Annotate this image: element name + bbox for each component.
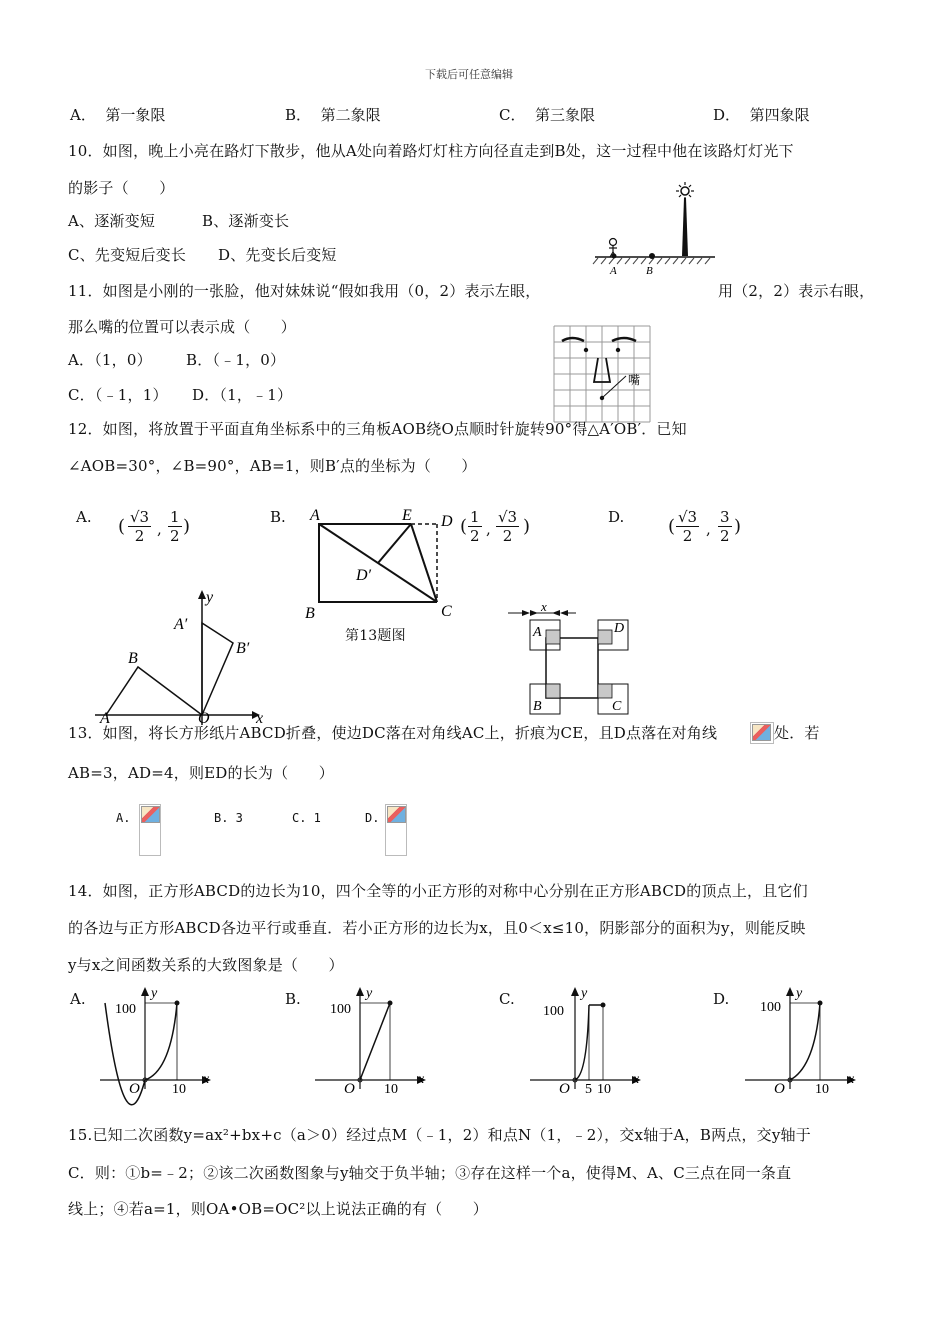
q14a-y: y (151, 986, 158, 1001)
q14-stem-line3: y与x之间函数关系的大致图象是（ ） (68, 956, 344, 974)
q13-stem-line2: AB=3，AD=4，则ED的长为（ ） (68, 764, 334, 782)
q14-label-c: C (612, 699, 622, 714)
q12-option-a-frac1: $\frac{√3}{2}$ (130, 508, 150, 545)
q14a-x: x (203, 1072, 210, 1087)
q9-option-d: D． 第四象限 (713, 106, 810, 124)
q14d-x10: 10 (815, 1082, 829, 1097)
q14d-o: O (774, 1081, 785, 1097)
q12-option-c-comma: , (486, 520, 491, 538)
q11-option-c: C．（﹣1，1） (68, 386, 168, 404)
q14c-o: O (559, 1081, 570, 1097)
q12-label-a-prime: A′ (174, 616, 188, 633)
page-header: 下载后可任意编辑 (425, 68, 513, 81)
q9-option-c: C． 第三象限 (499, 106, 596, 124)
q12-option-c-frac2: $\frac{√3}{2}$ (498, 508, 518, 545)
mouth-label: 嘴 (628, 373, 641, 387)
q13-rectangle-figure (300, 500, 470, 645)
q14c-x: x (633, 1072, 640, 1087)
q14a-x10: 10 (172, 1082, 186, 1097)
q14-label-a: A (533, 625, 542, 640)
q15-stem-line1: 15.已知二次函数y=ax²+bx+c（a＞0）经过点M（﹣1，2）和点N（1，﹣2），交x轴于A，B两点，交y轴于 (68, 1126, 811, 1144)
q14-label-b: B (533, 699, 542, 714)
q12-label-o: O (198, 710, 210, 727)
q14-stem-line1: 14．如图，正方形ABCD的边长为10，四个全等的小正方形的对称中心分别在正方形ABCD的顶点上，且它们 (68, 882, 808, 900)
q15-stem-line3: 线上；④若a=1，则OA•OB=OC²以上说法正确的有（ ） (68, 1200, 488, 1218)
q11-option-d: D．（1，﹣1） (192, 386, 293, 404)
left-eyebrow (562, 338, 584, 341)
q14-graph-b (310, 985, 440, 1095)
q12-label-a: A (100, 710, 110, 727)
q11-face-grid-figure (554, 326, 654, 426)
q14a-y100: 100 (115, 1002, 136, 1017)
q10-label-b: B (646, 265, 653, 277)
q14-label-d: D (614, 621, 625, 636)
q14-option-c-label: C. (499, 990, 515, 1008)
q12-stem-line2: ∠AOB=30°，∠B=90°，AB=1，则B′点的坐标为（ ） (68, 457, 477, 475)
q12-option-d-comma: , (706, 520, 711, 538)
q14c-x10: 10 (597, 1082, 611, 1097)
q12-axis-y: y (206, 589, 214, 606)
q12-option-a-comma: , (157, 520, 162, 538)
lamp-pole (682, 198, 688, 256)
q14-stem-line2: 的各边与正方形ABCD各边平行或垂直．若小正方形的边长为x，且0＜x≤10，阴影部分的面积为y，则能反映 (68, 919, 806, 937)
q11-option-a: A．（1，0） (68, 351, 152, 369)
q10-stem-line2: 的影子（ ） (68, 179, 175, 197)
q14b-y: y (366, 986, 373, 1001)
q14-option-d-label: D. (713, 990, 730, 1008)
q10-label-a: A (610, 265, 617, 277)
q9-option-b: B． 第二象限 (285, 106, 381, 124)
q10-option-a: A、逐渐变短 (68, 212, 156, 230)
q12-option-a-paren-open: ( (118, 516, 126, 537)
broken-image-icon (385, 804, 407, 856)
q12-option-d-frac1: $\frac{√3}{2}$ (678, 508, 698, 545)
q14b-x: x (418, 1072, 425, 1087)
q13-label-a: A (310, 507, 320, 524)
q12-option-c-frac1: $\frac{1}{2}$ (470, 508, 480, 545)
q12-option-d-paren-close: ) (734, 516, 742, 537)
q13-label-d: D (441, 513, 453, 530)
q13-figure-caption: 第13题图 (345, 628, 406, 644)
q14c-x5: 5 (585, 1082, 592, 1097)
right-eyebrow (612, 338, 636, 341)
q12-stem-line1: 12．如图，将放置于平面直角坐标系中的三角板AOB绕O点顺时针旋转90°得△A′OB′．已知 (68, 420, 687, 438)
q14d-y100: 100 (760, 1000, 781, 1015)
q10-option-d: D、先变长后变短 (218, 246, 337, 264)
q14-option-a-label: A. (70, 990, 86, 1008)
q13-option-d: D. (365, 811, 380, 825)
broken-image-icon (750, 722, 774, 744)
q14b-y100: 100 (330, 1002, 351, 1017)
q15-stem-line2: C．则：①b=﹣2；②该二次函数图象与y轴交于负半轴；③存在这样一个a，使得M、A、C三点在同一条直 (68, 1164, 792, 1182)
right-eye (616, 348, 620, 352)
q12-option-c-paren-close: ) (523, 516, 531, 537)
q14c-y: y (581, 986, 588, 1001)
q11-option-b: B．（﹣1，0） (186, 351, 286, 369)
q14b-o: O (344, 1081, 355, 1097)
q9-option-a: A． 第一象限 (70, 106, 166, 124)
q12-label-b: B (128, 650, 138, 667)
q12-option-d-paren-open: ( (668, 516, 676, 537)
q12-option-b-label: B. (270, 508, 286, 526)
q10-option-b: B、逐渐变长 (202, 212, 290, 230)
q13-option-c: C. 1 (292, 811, 321, 825)
q12-option-d-label: D. (608, 508, 625, 526)
q14a-o: O (129, 1081, 140, 1097)
broken-image-icon (139, 804, 161, 856)
q13-label-e: E (402, 507, 412, 524)
q14c-y100: 100 (543, 1004, 564, 1019)
q10-stem-line1: 10．如图，晚上小亮在路灯下散步，他从A处向着路灯灯柱方向径直走到B处，这一过程中他在该路灯灯光下 (68, 142, 794, 160)
q13-label-c: C (441, 603, 452, 620)
q14-graph-a (95, 985, 225, 1095)
q12-axis-x: x (256, 710, 264, 727)
q14-label-x: x (541, 599, 547, 614)
q12-option-a-frac2: $\frac{1}{2}$ (170, 508, 180, 545)
q12-option-a-label: A. (76, 508, 92, 526)
q10-option-c: C、先变短后变长 (68, 246, 187, 264)
q13-label-b: B (305, 605, 315, 622)
q11-stem-line1: 11．如图是小刚的一张脸，他对妹妹说“假如我用（0，2）表示左眼， (68, 282, 541, 300)
q13-option-a: A. (116, 811, 131, 825)
q11-stem-line2: 那么嘴的位置可以表示成（ ） (68, 318, 297, 336)
q12-label-b-prime: B′ (236, 640, 250, 657)
q13-option-b: B. 3 (214, 811, 243, 825)
q13-stem-line1-post: 处．若 (774, 724, 820, 742)
q14b-x10: 10 (384, 1082, 398, 1097)
q14-graph-c (525, 985, 655, 1095)
q13-label-d-prime: D′ (356, 567, 372, 584)
q14-option-b-label: B. (285, 990, 301, 1008)
q12-option-a-paren-close: ) (183, 516, 191, 537)
q13-stem-line1-pre: 13．如图，将长方形纸片ABCD折叠，使边DC落在对角线AC上，折痕为CE，且D点落在对角线 (68, 724, 718, 742)
q14d-x: x (848, 1072, 855, 1087)
q12-option-c-paren-open: ( (460, 516, 468, 537)
q11-stem-line1b: 用（2，2）表示右眼， (718, 282, 875, 300)
q12-option-d-frac2: $\frac{3}{2}$ (720, 508, 730, 545)
q10-streetlamp-figure (590, 180, 720, 280)
q12-coordinate-figure (90, 585, 280, 730)
q14-graph-d (740, 985, 870, 1095)
left-eye (584, 348, 588, 352)
q14d-y: y (796, 986, 803, 1001)
lamp-light-icon (681, 187, 689, 195)
q14-squares-figure (508, 600, 638, 720)
